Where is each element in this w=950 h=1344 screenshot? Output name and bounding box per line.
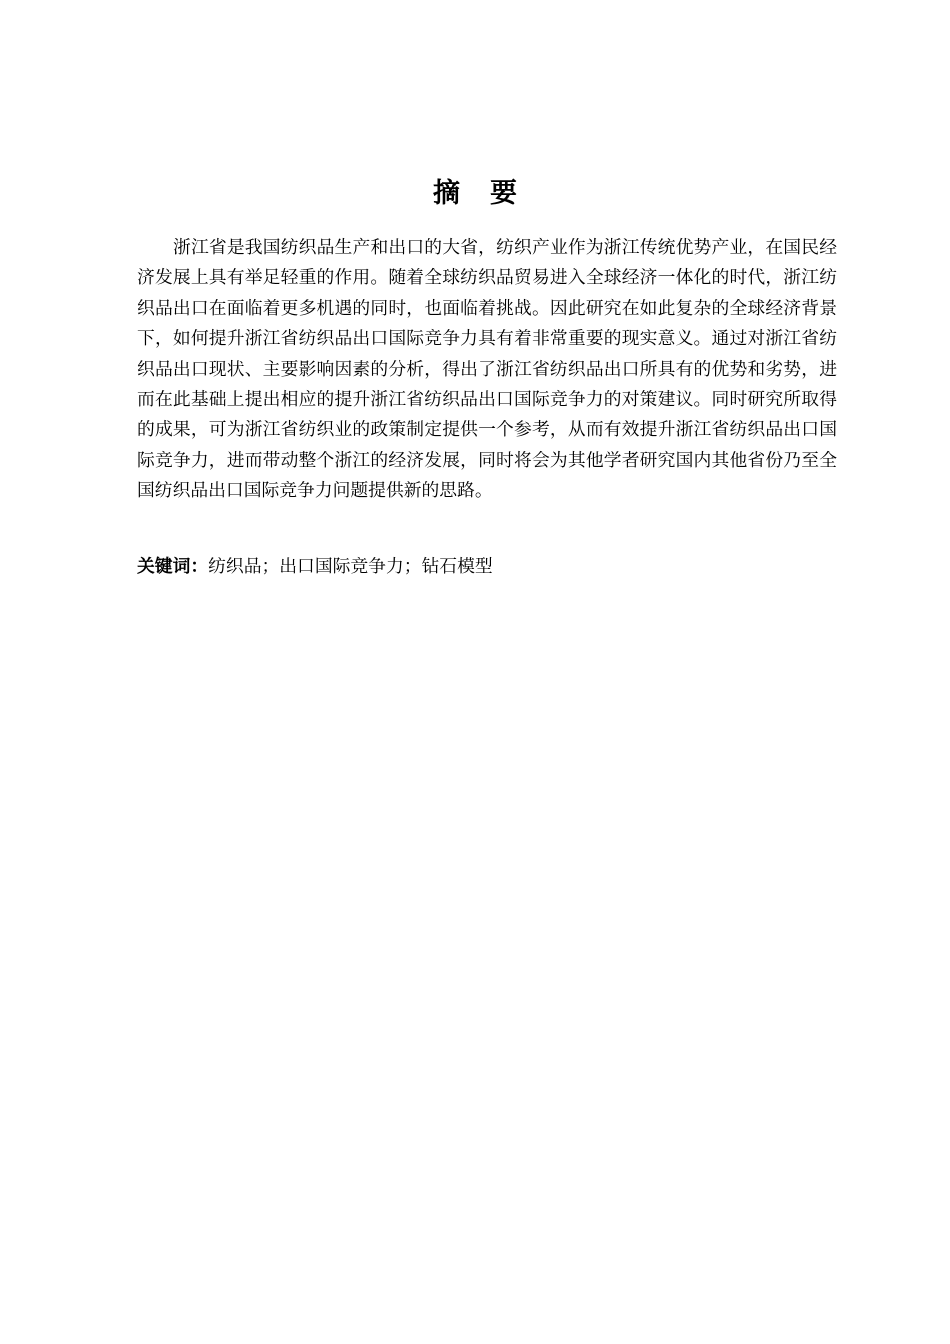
keywords-label: 关键词： xyxy=(137,556,209,577)
keywords-line xyxy=(137,553,837,581)
abstract-body: 浙江省是我国纺织品生产和出口的大省，纺织产业作为浙江传统优势产业，在国民经济发展上具有举足轻重的作用。随着全球纺织品贸易进入全球经济一体化的时代，浙江纺织品出口在面临着更多机遇的同时，也面临着挑战。因此研究在如此复杂的全球经济背景下，如何提升浙江省纺织品出口国际竞争力具有着非常重要的现实意义。通过对浙江省纺织品出口现状、主要影响因素的分析，得出了浙江省纺织品出口所具有的优势和劣势，进而在此基础上提出相应的提升浙江省纺织品出口国际竞争力的对策建议。同时研究所取得的成果，可为浙江省纺织业的政策制定提供一个参考，从而有效提升浙江省纺织品出口国际竞争力，进而带动整个浙江的经济发展，同时将会为其他学者研究国内其他省份乃至全国纺织品出口国际竞争力问题提供新的思路。 xyxy=(137,237,837,502)
keywords-text: 纺织品；出口国际竞争力；钻石模型 xyxy=(208,556,493,577)
abstract-title: 摘要 xyxy=(433,178,547,209)
